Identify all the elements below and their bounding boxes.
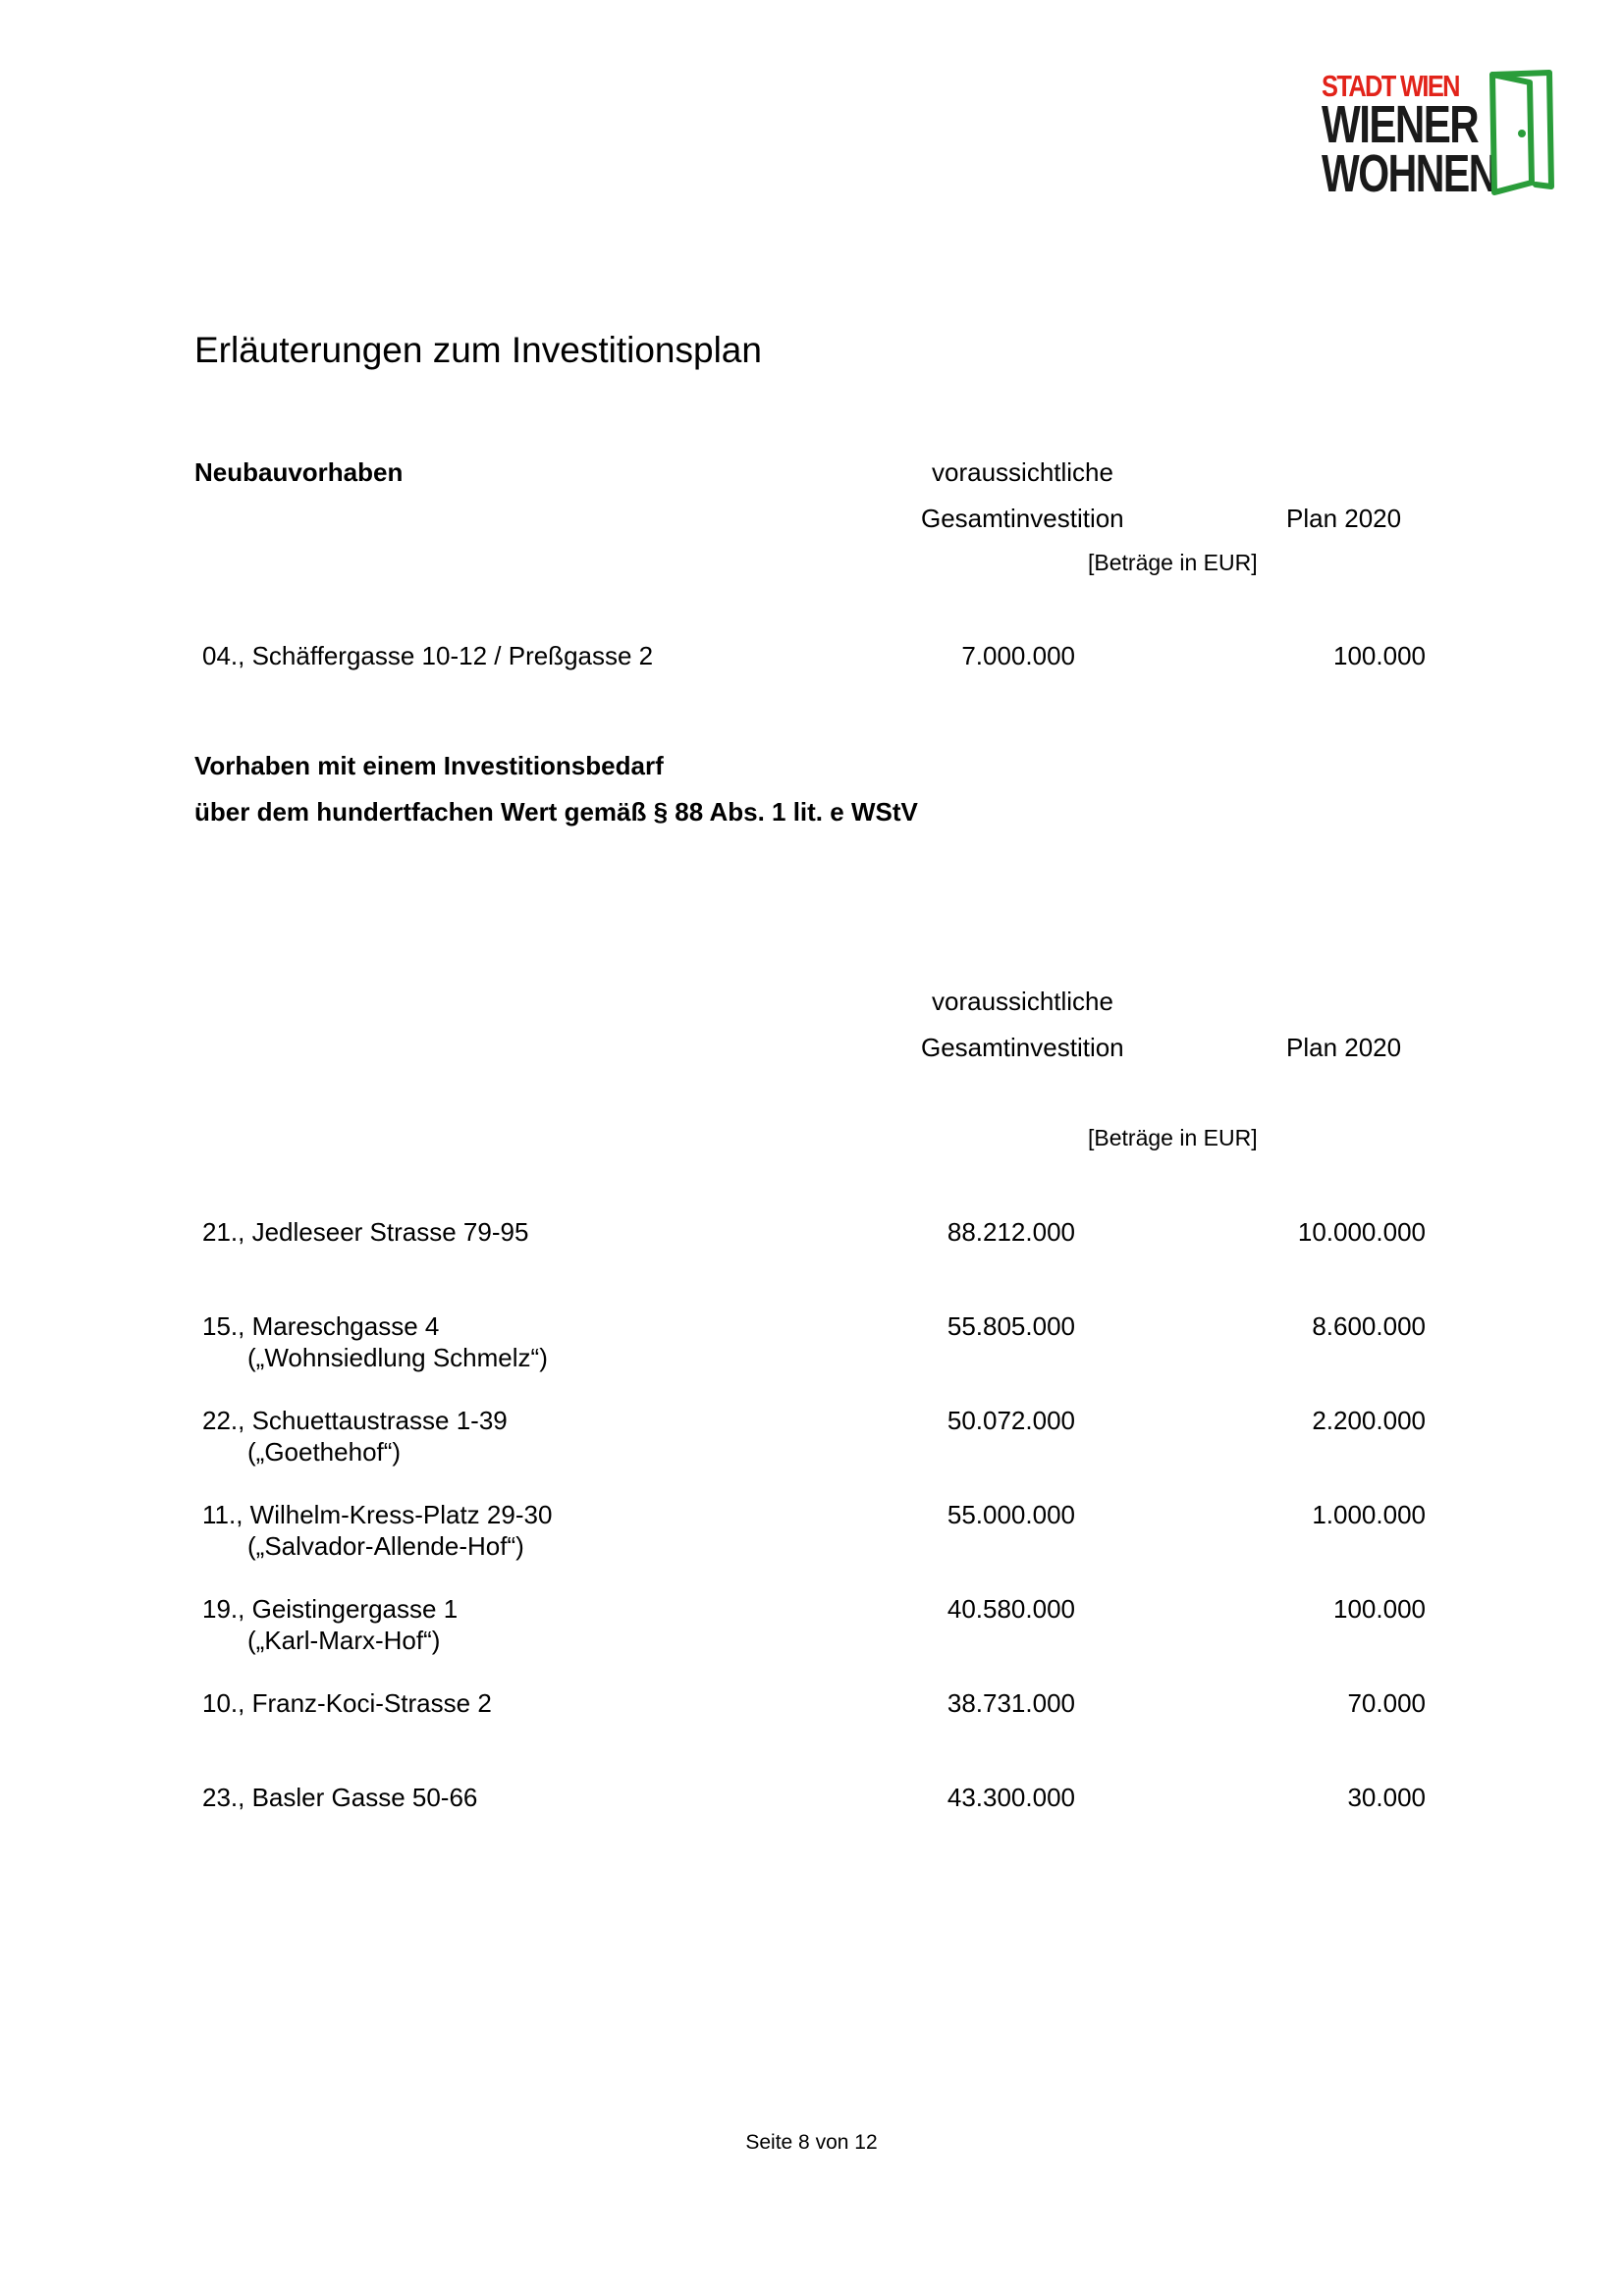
unit-label: [Beträge in EUR] — [1088, 550, 1258, 575]
table-row-plan: 10.000.000 — [1297, 1217, 1426, 1247]
logo-line-wiener: WIENER — [1322, 95, 1479, 154]
wiener-wohnen-logo — [1322, 69, 1557, 201]
section-investition-heading-line1: Vorhaben mit einem Investitionsbedarf — [194, 751, 664, 780]
table-row-sublabel: („Karl-Marx-Hof“) — [247, 1626, 441, 1655]
unit-label: [Beträge in EUR] — [1088, 1125, 1258, 1150]
table-row-label: 22., Schuettaustrasse 1-39 — [202, 1406, 508, 1435]
table-row-plan: 2.200.000 — [1312, 1406, 1426, 1435]
table-row-plan: 1.000.000 — [1312, 1500, 1426, 1529]
table-row-total: 43.300.000 — [947, 1783, 1075, 1812]
table-row-label: 23., Basler Gasse 50-66 — [202, 1783, 478, 1812]
table-row-total: 55.805.000 — [947, 1311, 1075, 1341]
section-investition-heading-line2: über dem hundertfachen Wert gemäß § 88 Abs. 1 lit. e WStV — [194, 797, 918, 827]
col-plan: Plan 2020 — [1286, 504, 1402, 533]
table-row-plan: 100.000 — [1333, 1594, 1426, 1624]
col-total-line1: voraussichtliche — [932, 987, 1113, 1016]
table-row-sublabel: („Goethehof“) — [247, 1437, 402, 1467]
table-row-total: 7.000.000 — [961, 641, 1075, 670]
page-number: Seite 8 von 12 — [745, 2131, 878, 2154]
table-row-label: 15., Mareschgasse 4 — [202, 1311, 440, 1341]
table-row-total: 40.580.000 — [947, 1594, 1075, 1624]
page-title: Erläuterungen zum Investitionsplan — [194, 330, 762, 370]
col-total-line1: voraussichtliche — [932, 457, 1113, 487]
table-row-plan: 30.000 — [1347, 1783, 1426, 1812]
table-row-plan: 100.000 — [1333, 641, 1426, 670]
table-row-total: 88.212.000 — [947, 1217, 1075, 1247]
table-row-label: 04., Schäffergasse 10-12 / Preßgasse 2 — [202, 641, 654, 670]
col-total-line2: Gesamtinvestition — [921, 1033, 1124, 1062]
table-row-sublabel: („Wohnsiedlung Schmelz“) — [247, 1343, 548, 1372]
table-row-total: 50.072.000 — [947, 1406, 1075, 1435]
table-row-total: 38.731.000 — [947, 1688, 1075, 1718]
col-plan: Plan 2020 — [1286, 1033, 1402, 1062]
section-neubau-heading: Neubauvorhaben — [194, 457, 404, 487]
table-row-label: 21., Jedleseer Strasse 79-95 — [202, 1217, 529, 1247]
table-row-label: 11., Wilhelm-Kress-Platz 29-30 — [202, 1500, 553, 1529]
logo-line-stadt-wien: STADT WIEN — [1322, 69, 1459, 103]
logo-line-wohnen: WOHNEN — [1322, 144, 1496, 203]
door-icon — [1487, 69, 1557, 196]
table-row-plan: 70.000 — [1347, 1688, 1426, 1718]
table-row-sublabel: („Salvador-Allende-Hof“) — [247, 1531, 524, 1561]
table-row-label: 10., Franz-Koci-Strasse 2 — [202, 1688, 492, 1718]
table-row-total: 55.000.000 — [947, 1500, 1075, 1529]
table-row-label: 19., Geistingergasse 1 — [202, 1594, 459, 1624]
table-row-plan: 8.600.000 — [1312, 1311, 1426, 1341]
col-total-line2: Gesamtinvestition — [921, 504, 1124, 533]
